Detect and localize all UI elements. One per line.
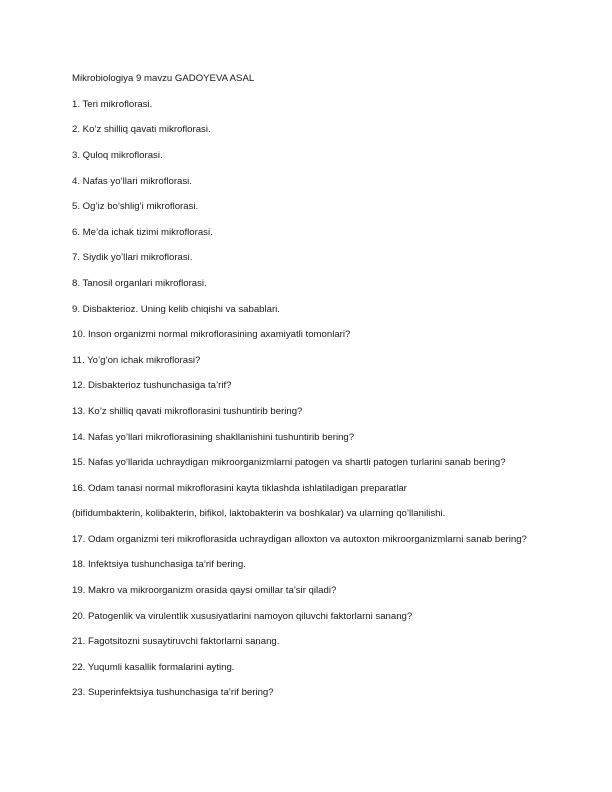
question-item-5: 5. Og’iz bo’shlig’i mikroflorasi.	[72, 201, 199, 213]
question-item-1: 1. Teri mikroflorasi.	[72, 98, 153, 110]
question-item-23: 23. Superinfektsiya tushunchasiga ta’rif bering?	[72, 687, 274, 699]
question-item-16: 16. Odam tanasi normal mikroflorasini kayta tiklashda ishlatiladigan preparatlar	[72, 482, 407, 494]
question-item-12: 12. Disbakterioz tushunchasiga ta’rif?	[72, 380, 232, 392]
document-body	[72, 72, 542, 712]
question-item-3: 3. Quloq mikroflorasi.	[72, 149, 163, 161]
question-item-17: 17. Odam organizmi teri mikroflorasida uchraydigan alloxton va autoxton mikroorganizmlarni sanab bering?	[72, 533, 527, 545]
question-item-7: 7. Siydik yo’llari mikroflorasi.	[72, 252, 193, 264]
question-item-14: 14. Nafas yo’llari mikroflorasining shakllanishini tushuntirib bering?	[72, 431, 355, 443]
question-item-21: 21. Fagotsitozni susaytiruvchi faktorlarni sanang.	[72, 636, 280, 648]
question-item-2: 2. Ko’z shilliq qavati mikroflorasi.	[72, 124, 211, 136]
question-item-6: 6. Me’da ichak tizimi mikroflorasi.	[72, 226, 213, 238]
question-item-19: 19. Makro va mikroorganizm orasida qaysi omillar ta’sir qiladi?	[72, 585, 337, 597]
question-item-22: 22. Yuqumli kasallik formalarini ayting.	[72, 661, 235, 673]
question-item-11: 11. Yo’g’on ichak mikroflorasi?	[72, 354, 201, 366]
question-item-20: 20. Patogenlik va virulentlik xususiyatlarini namoyon qiluvchi faktorlarni sanang?	[72, 610, 413, 622]
document-title: Mikrobiologiya 9 mavzu GADOYEVA ASAL	[72, 73, 255, 84]
question-item-18: 18. Infektsiya tushunchasiga ta’rif bering.	[72, 559, 246, 571]
question-item-16-continuation: (bifidumbakterin, kolibakterin, bifikol, laktobakterin va boshkalar) va ularning qo’llanilishi.	[72, 508, 446, 520]
question-item-10: 10. Inson organizmi normal mikroflorasining axamiyatli tomonlari?	[72, 329, 351, 341]
question-item-15: 15. Nafas yo’llarida uchraydigan mikroorganizmlarni patogen va shartli patogen turlarini sanab bering?	[72, 457, 506, 469]
question-item-8: 8. Tanosil organlari mikroflorasi.	[72, 277, 207, 289]
question-item-9: 9. Disbakterioz. Uning kelib chiqishi va sabablari.	[72, 303, 280, 315]
question-item-13: 13. Ko’z shilliq qavati mikroflorasini tushuntirib bering?	[72, 405, 303, 417]
question-item-4: 4. Nafas yo’llari mikroflorasi.	[72, 175, 192, 187]
